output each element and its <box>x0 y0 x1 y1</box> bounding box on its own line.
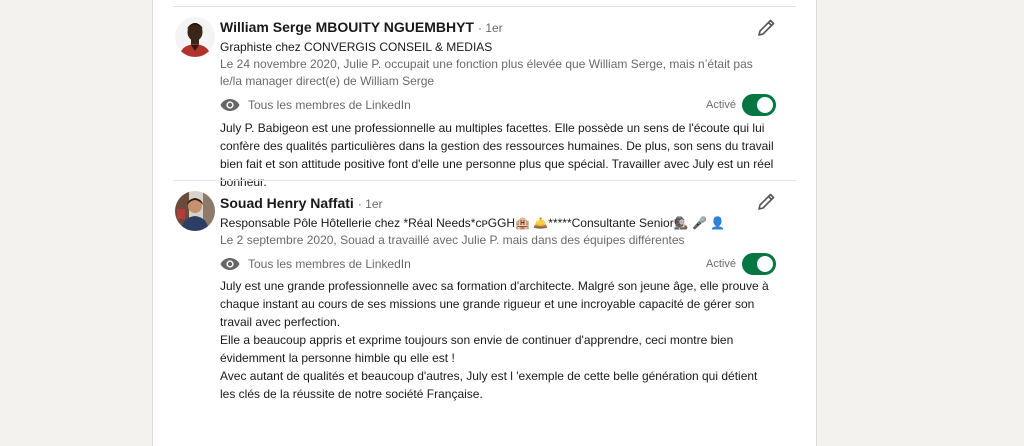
recommender-info <box>220 18 796 116</box>
recommendation-paragraph: Elle a beaucoup appris et exprime toujours son envie de continuer d'apprendre, ceci montre bien évidemment la personne himble qu elle est ! <box>220 333 734 365</box>
visibility-label: Tous les membres de LinkedIn <box>248 257 411 271</box>
name-line <box>220 18 796 37</box>
visibility-toggle[interactable] <box>742 253 776 275</box>
name-line <box>220 194 796 213</box>
visibility-toggle[interactable] <box>742 94 776 116</box>
toggle-status-label: Activé <box>706 258 736 270</box>
recommendation-paragraph: July P. Babigeon est une professionnelle au multiples facettes. Elle possède un sens de l'écoute qui lui confère des qualités particulières dans la gestion des ressources humaines. De plus, son sens du travail bien fait et son attitude positive font d'elle une personne plus que spécial. Travailler avec July est un réel bonheur. <box>220 121 774 189</box>
relationship-text: Le 24 novembre 2020, Julie P. occupait une fonction plus élevée que William Serge, mais n’était pas le/la manager direct(e) de William Serge <box>220 57 753 88</box>
pencil-icon[interactable] <box>756 192 776 212</box>
recommendations-card <box>152 0 817 446</box>
recommendation-item <box>173 180 796 401</box>
eye-icon <box>220 257 240 271</box>
visibility-label: Tous les membres de LinkedIn <box>248 98 411 112</box>
divider <box>173 6 796 7</box>
visibility-toggle-wrap <box>706 253 776 275</box>
eye-icon <box>220 98 240 112</box>
visibility-row <box>220 94 796 116</box>
relationship-text: Le 2 septembre 2020, Souad a travaillé avec Julie P. mais dans des équipes différentes <box>220 233 685 247</box>
connection-degree: · 1er <box>477 21 503 35</box>
toggle-status-label: Activé <box>706 99 736 111</box>
visibility-row <box>220 253 796 275</box>
recommender-info <box>220 194 796 275</box>
recommendation-text <box>220 277 776 403</box>
visibility-toggle-wrap <box>706 94 776 116</box>
connection-degree: · 1er <box>357 197 383 211</box>
avatar[interactable] <box>175 17 215 57</box>
recommender-headline: Responsable Pôle Hôtellerie chez *Réal Needs*ᴄᴘGGH🏨 🛎️*****Consultante Senior🕵🏿 🎤 👤 <box>220 216 726 230</box>
recommendation-paragraph: July est une grande professionnelle avec sa formation d'architecte. Malgré son jeune âge, elle prouve à chaque instant au cours de ses missions une grande rigueur et une incroyable capacité de gérer son travail avec perfection. <box>220 279 769 329</box>
recommendation-paragraph: Avec autant de qualités et beaucoup d'autres, July est l 'exemple de cette belle génération qui détient les clés de la réussite de notre société Française. <box>220 369 758 401</box>
recommender-name[interactable]: William Serge MBOUITY NGUEMBHYT <box>220 19 474 35</box>
pencil-icon[interactable] <box>756 18 776 38</box>
recommender-name[interactable]: Souad Henry Naffati <box>220 195 354 211</box>
recommender-headline: Graphiste chez CONVERGIS CONSEIL & MEDIAS <box>220 40 493 54</box>
avatar[interactable] <box>175 191 215 231</box>
